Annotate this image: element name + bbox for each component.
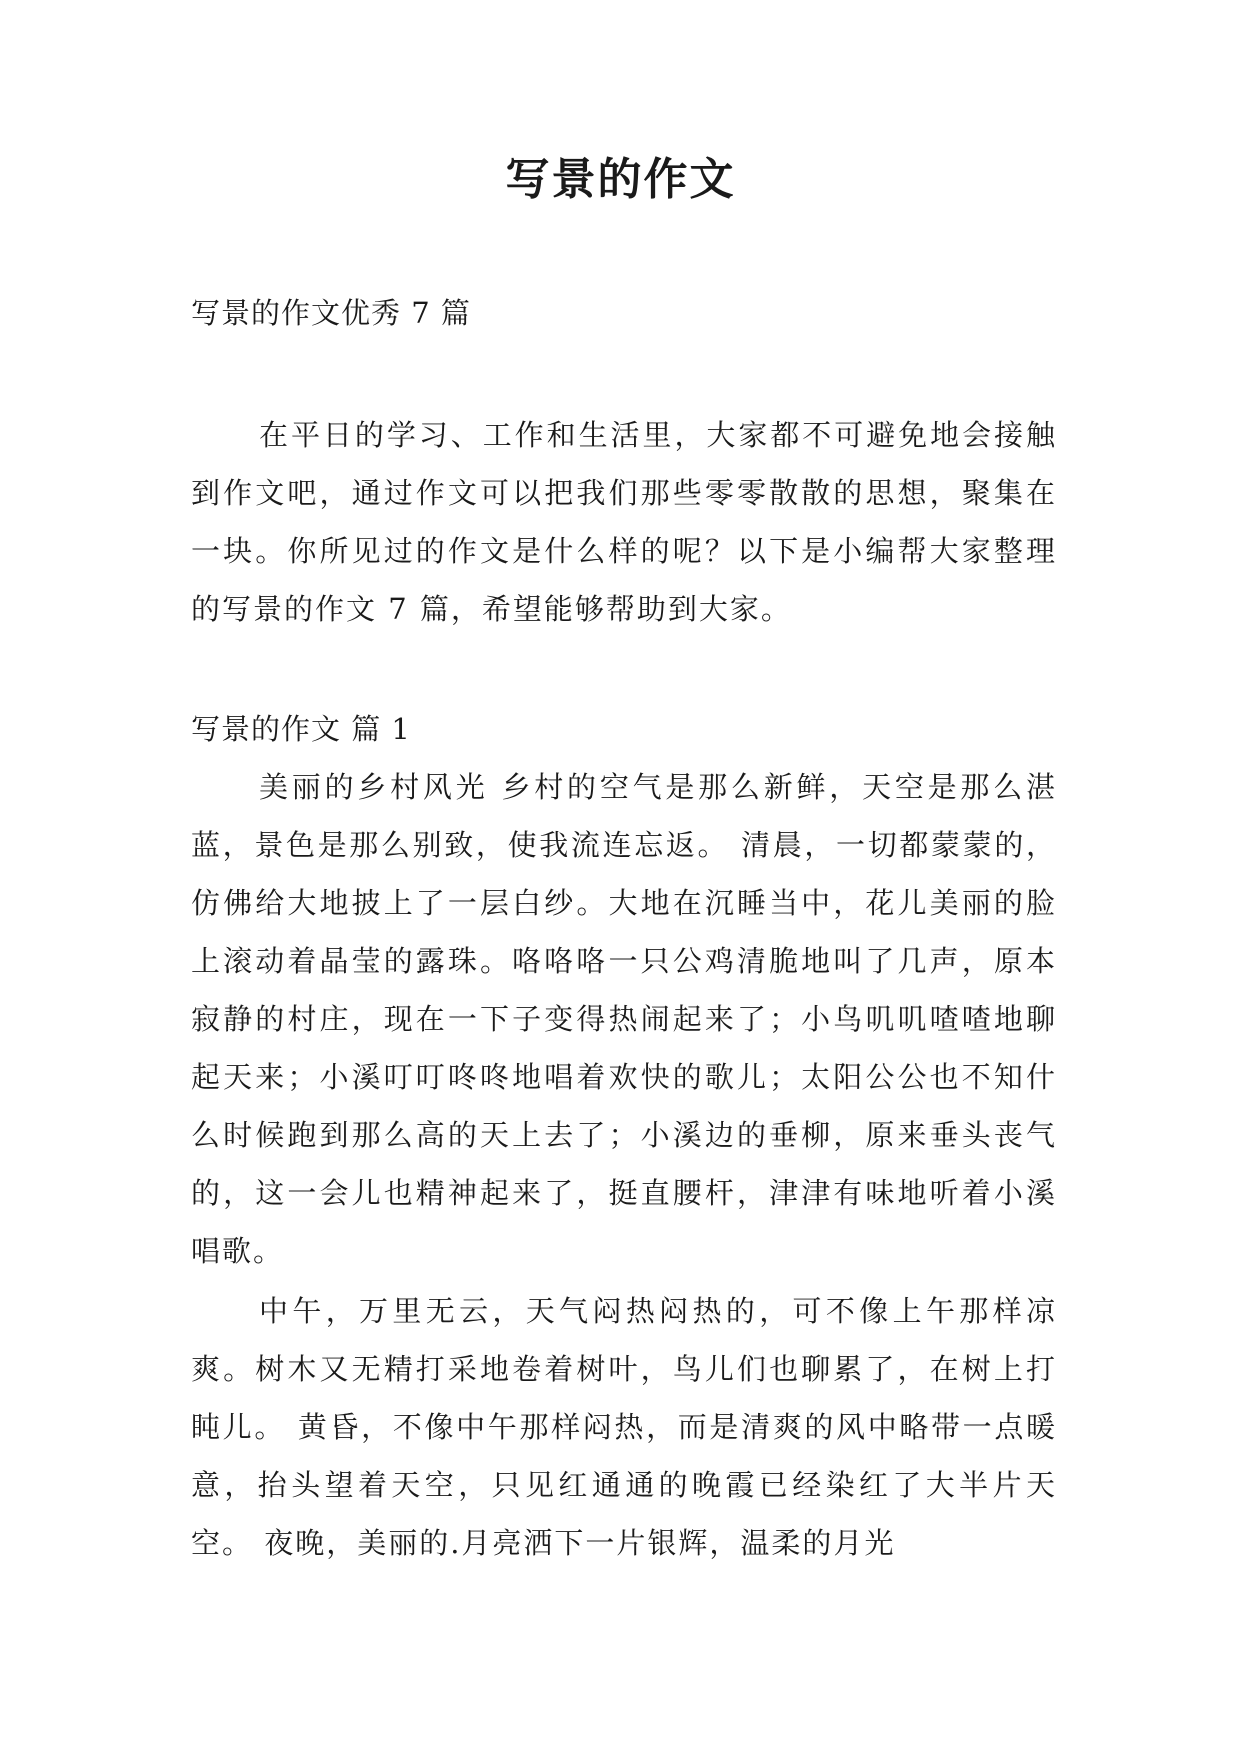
body-paragraph: 美丽的乡村风光 乡村的空气是那么新鲜，天空是那么湛蓝，景色是那么别致，使我流连忘返。 清晨，一切都蒙蒙的，仿佛给大地披上了一层白纱。大地在沉睡当中，花儿美丽的脸上滚动着晶莹的露珠。咯咯咯一只公鸡清脆地叫了几声，原本寂静的村庄，现在一下子变得热闹起来了；小鸟叽叽喳喳地聊起天来；小溪叮叮咚咚地唱着欢快的歌儿；太阳公公也不知什么时候跑到那么高的天上去了；小溪边的垂柳，原来垂头丧气的，这一会儿也精神起来了，挺直腰杆，津津有味地听着小溪唱歌。 <box>191 770 1057 1268</box>
document-title: 写景的作文 <box>505 154 736 205</box>
intro-paragraph: 在平日的学习、工作和生活里，大家都不可避免地会接触到作文吧，通过作文可以把我们那些零零散散的思想，聚集在一块。你所见过的作文是什么样的呢？以下是小编帮大家整理的写景的作文 7 篇，希望能够帮助到大家。 <box>191 418 1057 626</box>
section-heading: 写景的作文 篇 1 <box>191 712 411 746</box>
document-subtitle: 写景的作文优秀 7 篇 <box>191 296 471 330</box>
body-paragraph: 中午，万里无云，天气闷热闷热的，可不像上午那样凉爽。树木又无精打采地卷着树叶，鸟儿们也聊累了，在树上打盹儿。 黄昏，不像中午那样闷热，而是清爽的风中略带一点暖意，抬头望着天空，只见红通通的晚霞已经染红了大半片天空。 夜晚，美丽的.月亮洒下一片银辉，温柔的月光 <box>191 1294 1057 1560</box>
